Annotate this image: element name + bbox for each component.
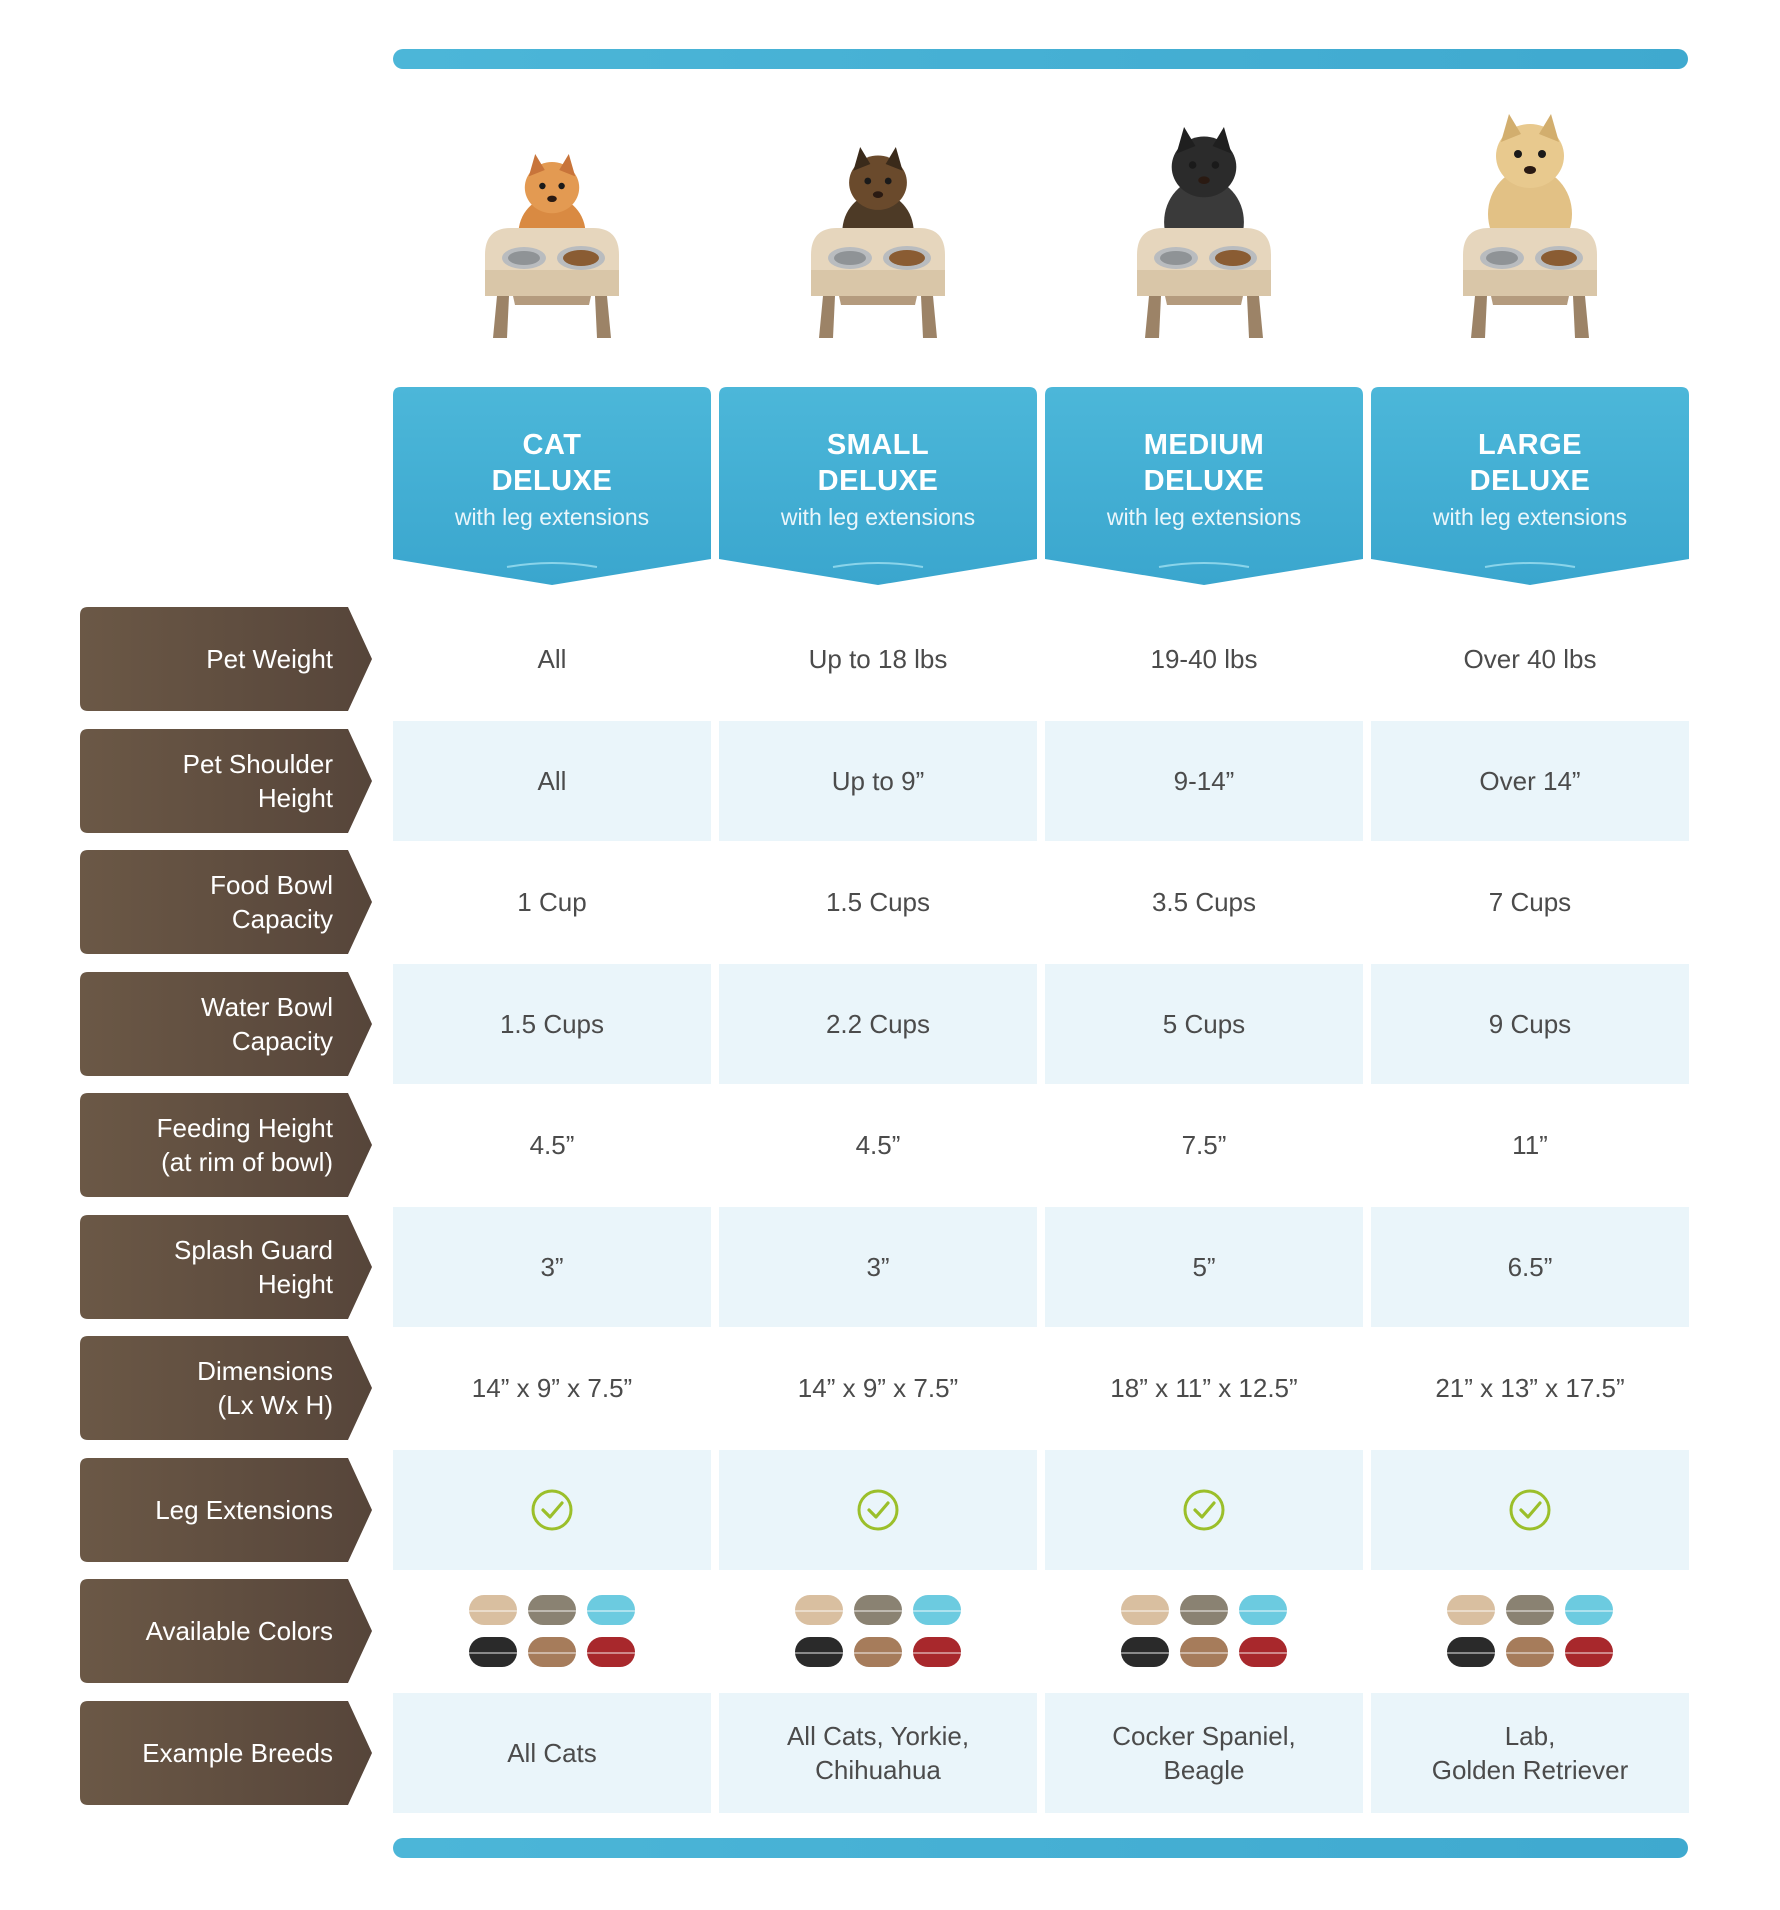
table-cell	[719, 1693, 1037, 1813]
color-swatches	[1121, 1595, 1287, 1667]
cell-value: All	[537, 644, 567, 674]
row-label-line: Feeding Height	[156, 1113, 333, 1143]
cell-value: 21” x 13” x 17.5”	[1435, 1373, 1625, 1403]
row-label	[80, 729, 375, 833]
product-size: SMALL	[826, 429, 930, 461]
cell-value: 2.2 Cups	[825, 1009, 931, 1039]
row-label-line: Leg Extensions	[155, 1495, 333, 1525]
table-cell	[1371, 1085, 1689, 1205]
table-cell	[1371, 1693, 1689, 1813]
color-swatch	[1121, 1637, 1169, 1667]
row-label	[80, 1579, 375, 1683]
cell-value: 1.5 Cups	[499, 1009, 605, 1039]
table-cell	[393, 1450, 711, 1570]
cell-value: 7.5”	[1181, 1130, 1227, 1160]
product-name	[719, 427, 1037, 499]
table-cell	[1045, 1328, 1363, 1448]
table-cell	[1045, 1207, 1363, 1327]
product-subtitle: with leg extensions	[1106, 504, 1302, 530]
check-icon	[1182, 1488, 1226, 1532]
color-swatch	[1506, 1595, 1554, 1625]
row-label	[80, 1458, 375, 1562]
table-cell	[1371, 599, 1689, 719]
table-cell	[1371, 1207, 1689, 1327]
cell-value: Up to 9”	[831, 766, 925, 796]
product-size: MEDIUM	[1143, 429, 1265, 461]
table-cell	[393, 1571, 711, 1691]
table-cell	[1371, 1571, 1689, 1691]
cell-value: 9 Cups	[1488, 1009, 1572, 1039]
table-cell	[1045, 1450, 1363, 1570]
terrier-feeder-photo	[1045, 100, 1363, 363]
cell-value: Up to 18 lbs	[808, 644, 948, 674]
product-name	[1045, 427, 1363, 499]
cell-value: 1.5 Cups	[825, 887, 931, 917]
top-accent-bar	[393, 49, 1688, 69]
table-cell	[719, 1328, 1037, 1448]
product-header-medium	[1045, 387, 1363, 585]
table-cell	[719, 842, 1037, 962]
breed-text: Chihuahua	[815, 1755, 941, 1785]
color-swatch	[1447, 1637, 1495, 1667]
table-cell	[1045, 1571, 1363, 1691]
breed-text: All Cats	[507, 1738, 597, 1768]
cell-value: All	[537, 766, 567, 796]
row-label-line: (Lx Wx H)	[217, 1390, 333, 1420]
color-swatch	[913, 1637, 961, 1667]
color-swatch	[528, 1595, 576, 1625]
color-swatch	[469, 1595, 517, 1625]
table-cell	[1371, 1328, 1689, 1448]
table-cell	[1371, 964, 1689, 1084]
row-label-line: Pet Shoulder	[182, 749, 333, 779]
cell-value: 14” x 9” x 7.5”	[797, 1373, 959, 1403]
table-cell	[719, 721, 1037, 841]
product-header-cat	[393, 387, 711, 585]
table-cell	[719, 964, 1037, 1084]
row-label-line: Food Bowl	[210, 870, 333, 900]
color-swatch	[1565, 1637, 1613, 1667]
color-swatch	[1447, 1595, 1495, 1625]
color-swatch	[587, 1595, 635, 1625]
yorkie-feeder-photo	[719, 100, 1037, 363]
row-label	[80, 1336, 375, 1440]
table-cell	[393, 599, 711, 719]
breed-text: Golden Retriever	[1431, 1755, 1629, 1785]
table-cell	[1371, 842, 1689, 962]
table-cell	[719, 1450, 1037, 1570]
cell-value: 18” x 11” x 12.5”	[1110, 1373, 1298, 1403]
cell-value: 14” x 9” x 7.5”	[471, 1373, 633, 1403]
row-label-line: Dimensions	[197, 1356, 333, 1386]
row-label-line: Pet Weight	[206, 644, 333, 674]
table-cell	[393, 842, 711, 962]
row-label	[80, 972, 375, 1076]
product-subtitle: with leg extensions	[780, 504, 976, 530]
product-name	[1371, 427, 1689, 499]
table-cell	[393, 964, 711, 1084]
product-line: DELUXE	[491, 465, 613, 497]
product-line: DELUXE	[1469, 465, 1591, 497]
cell-value: 5”	[1192, 1252, 1216, 1282]
color-swatch	[854, 1595, 902, 1625]
product-line: DELUXE	[817, 465, 939, 497]
cell-value: 19-40 lbs	[1150, 644, 1258, 674]
breed-text: Lab,	[1504, 1721, 1556, 1751]
color-swatch	[854, 1637, 902, 1667]
table-cell	[1045, 1085, 1363, 1205]
color-swatch	[1121, 1595, 1169, 1625]
cell-value: 11”	[1512, 1130, 1548, 1160]
row-label	[80, 1093, 375, 1197]
table-cell	[1045, 1693, 1363, 1813]
table-cell	[393, 1328, 711, 1448]
color-swatch	[1180, 1637, 1228, 1667]
table-cell	[1371, 721, 1689, 841]
color-swatches	[795, 1595, 961, 1667]
table-cell	[719, 1085, 1037, 1205]
table-cell	[393, 721, 711, 841]
row-label-line: Water Bowl	[201, 992, 333, 1022]
row-label-line: (at rim of bowl)	[161, 1147, 333, 1177]
cell-value: 4.5”	[855, 1130, 901, 1160]
table-cell	[1371, 1450, 1689, 1570]
color-swatch	[1239, 1595, 1287, 1625]
product-header-small	[719, 387, 1037, 585]
cell-value: 3”	[866, 1252, 890, 1282]
labrador-feeder-photo	[1371, 100, 1689, 363]
cell-value: 3”	[540, 1252, 564, 1282]
color-swatch	[1506, 1637, 1554, 1667]
cell-value: 1 Cup	[517, 887, 587, 917]
row-label-line: Available Colors	[145, 1616, 333, 1646]
product-name	[393, 427, 711, 499]
breed-text: Cocker Spaniel,	[1112, 1721, 1296, 1751]
row-label-line: Example Breeds	[142, 1738, 333, 1768]
color-swatch	[528, 1637, 576, 1667]
row-label	[80, 850, 375, 954]
row-label-line: Capacity	[231, 1026, 333, 1056]
product-size: CAT	[522, 429, 582, 461]
row-label	[80, 607, 375, 711]
cell-value: 9-14”	[1173, 766, 1235, 796]
product-size: LARGE	[1478, 429, 1582, 461]
table-cell	[719, 599, 1037, 719]
breed-text: All Cats, Yorkie,	[786, 1721, 970, 1751]
table-cell	[1045, 599, 1363, 719]
row-label-line: Splash Guard	[174, 1235, 333, 1265]
cell-value: 5 Cups	[1162, 1009, 1246, 1039]
color-swatch	[795, 1637, 843, 1667]
table-cell	[719, 1571, 1037, 1691]
row-label	[80, 1701, 375, 1805]
table-cell	[393, 1207, 711, 1327]
product-line: DELUXE	[1143, 465, 1265, 497]
color-swatches	[469, 1595, 635, 1667]
row-label-line: Height	[257, 1269, 333, 1299]
check-icon	[1508, 1488, 1552, 1532]
table-cell	[1045, 842, 1363, 962]
product-subtitle: with leg extensions	[1432, 504, 1628, 530]
breed-text: Beagle	[1163, 1755, 1245, 1785]
color-swatch	[795, 1595, 843, 1625]
color-swatch	[1239, 1637, 1287, 1667]
color-swatch	[469, 1637, 517, 1667]
cell-value: 4.5”	[529, 1130, 575, 1160]
table-cell	[393, 1693, 711, 1813]
color-swatch	[587, 1637, 635, 1667]
cell-value: 3.5 Cups	[1151, 887, 1257, 917]
table-cell	[393, 1085, 711, 1205]
color-swatch	[1180, 1595, 1228, 1625]
cell-value: Over 14”	[1479, 766, 1581, 796]
row-label-line: Capacity	[231, 904, 333, 934]
row-label	[80, 1215, 375, 1319]
cat-feeder-photo	[393, 100, 711, 363]
cell-value: Over 40 lbs	[1463, 644, 1597, 674]
product-subtitle: with leg extensions	[454, 504, 650, 530]
check-icon	[530, 1488, 574, 1532]
color-swatch	[1565, 1595, 1613, 1625]
product-header-large	[1371, 387, 1689, 585]
check-icon	[856, 1488, 900, 1532]
row-label-line: Height	[257, 783, 333, 813]
color-swatch	[913, 1595, 961, 1625]
table-cell	[1045, 721, 1363, 841]
cell-value: 6.5”	[1507, 1252, 1553, 1282]
cell-value: 7 Cups	[1488, 887, 1572, 917]
table-cell	[1045, 964, 1363, 1084]
color-swatches	[1447, 1595, 1613, 1667]
bottom-accent-bar	[393, 1838, 1688, 1858]
table-cell	[719, 1207, 1037, 1327]
